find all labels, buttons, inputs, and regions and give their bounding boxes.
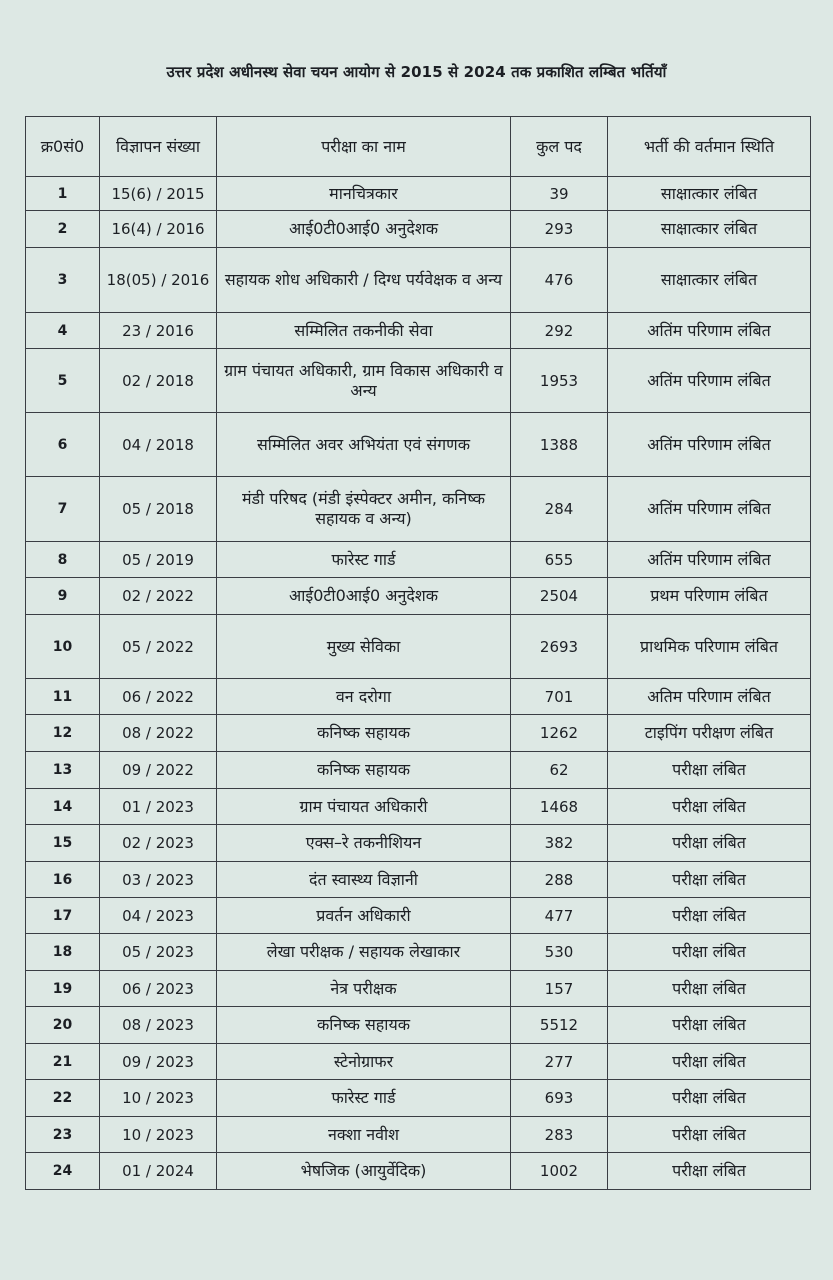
serial-number-cell: 10 xyxy=(26,615,100,679)
table-row xyxy=(26,578,811,615)
exam-name-cell: सम्मिलित अवर अभियंता एवं संगणक xyxy=(217,413,511,477)
advertisement-number-cell: 01 / 2023 xyxy=(100,789,217,825)
exam-name-cell: मानचित्रकार xyxy=(217,177,511,211)
current-status-cell: प्रथम परिणाम लंबित xyxy=(608,578,811,615)
total-posts-cell: 293 xyxy=(511,211,608,248)
current-status-cell: परीक्षा लंबित xyxy=(608,1007,811,1044)
serial-number-cell: 9 xyxy=(26,578,100,615)
table-row xyxy=(26,1080,811,1117)
total-posts-cell: 693 xyxy=(511,1080,608,1117)
exam-name-cell: फारेस्ट गार्ड xyxy=(217,1080,511,1117)
table-row xyxy=(26,177,811,211)
table-row xyxy=(26,825,811,862)
advertisement-number-cell: 09 / 2023 xyxy=(100,1044,217,1080)
header-total-posts: कुल पद xyxy=(511,117,608,177)
advertisement-number-cell: 02 / 2022 xyxy=(100,578,217,615)
current-status-cell: टाइपिंग परीक्षण लंबित xyxy=(608,715,811,752)
advertisement-number-cell: 06 / 2022 xyxy=(100,679,217,715)
total-posts-cell: 1388 xyxy=(511,413,608,477)
total-posts-cell: 284 xyxy=(511,477,608,542)
table-row xyxy=(26,615,811,679)
table-row xyxy=(26,752,811,789)
serial-number-cell: 19 xyxy=(26,971,100,1007)
total-posts-cell: 283 xyxy=(511,1117,608,1153)
advertisement-number-cell: 23 / 2016 xyxy=(100,313,217,349)
current-status-cell: साक्षात्कार लंबित xyxy=(608,248,811,313)
total-posts-cell: 2693 xyxy=(511,615,608,679)
serial-number-cell: 21 xyxy=(26,1044,100,1080)
exam-name-cell: स्टेनोग्राफर xyxy=(217,1044,511,1080)
total-posts-cell: 477 xyxy=(511,898,608,934)
total-posts-cell: 5512 xyxy=(511,1007,608,1044)
total-posts-cell: 39 xyxy=(511,177,608,211)
serial-number-cell: 11 xyxy=(26,679,100,715)
advertisement-number-cell: 16(4) / 2016 xyxy=(100,211,217,248)
exam-name-cell: कनिष्क सहायक xyxy=(217,752,511,789)
total-posts-cell: 655 xyxy=(511,542,608,578)
advertisement-number-cell: 05 / 2022 xyxy=(100,615,217,679)
serial-number-cell: 13 xyxy=(26,752,100,789)
current-status-cell: अतिम परिणाम लंबित xyxy=(608,679,811,715)
current-status-cell: अतिंम परिणाम लंबित xyxy=(608,349,811,413)
table-row xyxy=(26,211,811,248)
advertisement-number-cell: 05 / 2019 xyxy=(100,542,217,578)
current-status-cell: अतिंम परिणाम लंबित xyxy=(608,313,811,349)
table-row xyxy=(26,1007,811,1044)
current-status-cell: परीक्षा लंबित xyxy=(608,898,811,934)
advertisement-number-cell: 08 / 2023 xyxy=(100,1007,217,1044)
header-current-status: भर्ती की वर्तमान स्थिति xyxy=(608,117,811,177)
exam-name-cell: सहायक शोध अधिकारी / दिग्ध पर्यवेक्षक व अन्य xyxy=(217,248,511,313)
total-posts-cell: 1002 xyxy=(511,1153,608,1190)
exam-name-cell: दंत स्वास्थ्य विज्ञानी xyxy=(217,862,511,898)
serial-number-cell: 18 xyxy=(26,934,100,971)
current-status-cell: परीक्षा लंबित xyxy=(608,1117,811,1153)
serial-number-cell: 4 xyxy=(26,313,100,349)
total-posts-cell: 382 xyxy=(511,825,608,862)
exam-name-cell: नक्शा नवीश xyxy=(217,1117,511,1153)
table-row xyxy=(26,934,811,971)
exam-name-cell: लेखा परीक्षक / सहायक लेखाकार xyxy=(217,934,511,971)
exam-name-cell: भेषजिक (आयुर्वेदिक) xyxy=(217,1153,511,1190)
serial-number-cell: 2 xyxy=(26,211,100,248)
current-status-cell: अतिंम परिणाम लंबित xyxy=(608,477,811,542)
exam-name-cell: ग्राम पंचायत अधिकारी, ग्राम विकास अधिकारी व अन्य xyxy=(217,349,511,413)
advertisement-number-cell: 10 / 2023 xyxy=(100,1080,217,1117)
current-status-cell: परीक्षा लंबित xyxy=(608,862,811,898)
advertisement-number-cell: 10 / 2023 xyxy=(100,1117,217,1153)
table-row xyxy=(26,1044,811,1080)
table-row xyxy=(26,1117,811,1153)
exam-name-cell: कनिष्क सहायक xyxy=(217,715,511,752)
exam-name-cell: आई0टी0आई0 अनुदेशक xyxy=(217,578,511,615)
current-status-cell: परीक्षा लंबित xyxy=(608,1044,811,1080)
serial-number-cell: 14 xyxy=(26,789,100,825)
current-status-cell: परीक्षा लंबित xyxy=(608,752,811,789)
exam-name-cell: नेत्र परीक्षक xyxy=(217,971,511,1007)
serial-number-cell: 5 xyxy=(26,349,100,413)
exam-name-cell: वन दरोगा xyxy=(217,679,511,715)
serial-number-cell: 22 xyxy=(26,1080,100,1117)
total-posts-cell: 530 xyxy=(511,934,608,971)
total-posts-cell: 157 xyxy=(511,971,608,1007)
table-row xyxy=(26,349,811,413)
exam-name-cell: प्रवर्तन अधिकारी xyxy=(217,898,511,934)
current-status-cell: परीक्षा लंबित xyxy=(608,971,811,1007)
total-posts-cell: 1468 xyxy=(511,789,608,825)
total-posts-cell: 2504 xyxy=(511,578,608,615)
current-status-cell: अतिंम परिणाम लंबित xyxy=(608,413,811,477)
serial-number-cell: 7 xyxy=(26,477,100,542)
total-posts-cell: 1262 xyxy=(511,715,608,752)
current-status-cell: परीक्षा लंबित xyxy=(608,825,811,862)
current-status-cell: प्राथमिक परिणाम लंबित xyxy=(608,615,811,679)
serial-number-cell: 12 xyxy=(26,715,100,752)
total-posts-cell: 476 xyxy=(511,248,608,313)
table-row xyxy=(26,971,811,1007)
total-posts-cell: 1953 xyxy=(511,349,608,413)
exam-name-cell: ग्राम पंचायत अधिकारी xyxy=(217,789,511,825)
header-advertisement-number: विज्ञापन संख्या xyxy=(100,117,217,177)
current-status-cell: परीक्षा लंबित xyxy=(608,1153,811,1190)
serial-number-cell: 17 xyxy=(26,898,100,934)
current-status-cell: अतिंम परिणाम लंबित xyxy=(608,542,811,578)
table-row xyxy=(26,898,811,934)
table-row xyxy=(26,1153,811,1190)
header-serial-number: क्र0सं0 xyxy=(26,117,100,177)
serial-number-cell: 1 xyxy=(26,177,100,211)
current-status-cell: परीक्षा लंबित xyxy=(608,789,811,825)
serial-number-cell: 15 xyxy=(26,825,100,862)
header-exam-name: परीक्षा का नाम xyxy=(217,117,511,177)
serial-number-cell: 3 xyxy=(26,248,100,313)
total-posts-cell: 62 xyxy=(511,752,608,789)
exam-name-cell: सम्मिलित तकनीकी सेवा xyxy=(217,313,511,349)
table-row xyxy=(26,477,811,542)
advertisement-number-cell: 04 / 2018 xyxy=(100,413,217,477)
document-title: उत्तर प्रदेश अधीनस्थ सेवा चयन आयोग से 2015 से 2024 तक प्रकाशित लम्बित भर्तियाँ xyxy=(166,63,667,81)
exam-name-cell: आई0टी0आई0 अनुदेशक xyxy=(217,211,511,248)
total-posts-cell: 277 xyxy=(511,1044,608,1080)
current-status-cell: परीक्षा लंबित xyxy=(608,934,811,971)
recruitment-table xyxy=(25,116,811,1190)
table-body xyxy=(26,177,811,1190)
serial-number-cell: 8 xyxy=(26,542,100,578)
advertisement-number-cell: 05 / 2018 xyxy=(100,477,217,542)
exam-name-cell: मंडी परिषद (मंडी इंस्पेक्टर अमीन, कनिष्क सहायक व अन्य) xyxy=(217,477,511,542)
advertisement-number-cell: 04 / 2023 xyxy=(100,898,217,934)
serial-number-cell: 16 xyxy=(26,862,100,898)
table-row xyxy=(26,715,811,752)
exam-name-cell: कनिष्क सहायक xyxy=(217,1007,511,1044)
advertisement-number-cell: 08 / 2022 xyxy=(100,715,217,752)
exam-name-cell: एक्स–रे तकनीशियन xyxy=(217,825,511,862)
total-posts-cell: 701 xyxy=(511,679,608,715)
serial-number-cell: 6 xyxy=(26,413,100,477)
table-row xyxy=(26,413,811,477)
advertisement-number-cell: 09 / 2022 xyxy=(100,752,217,789)
advertisement-number-cell: 01 / 2024 xyxy=(100,1153,217,1190)
advertisement-number-cell: 15(6) / 2015 xyxy=(100,177,217,211)
current-status-cell: साक्षात्कार लंबित xyxy=(608,177,811,211)
exam-name-cell: मुख्य सेविका xyxy=(217,615,511,679)
table-row xyxy=(26,789,811,825)
serial-number-cell: 24 xyxy=(26,1153,100,1190)
table-row xyxy=(26,542,811,578)
total-posts-cell: 288 xyxy=(511,862,608,898)
total-posts-cell: 292 xyxy=(511,313,608,349)
advertisement-number-cell: 02 / 2023 xyxy=(100,825,217,862)
table-header-row xyxy=(26,117,811,177)
advertisement-number-cell: 03 / 2023 xyxy=(100,862,217,898)
table-row xyxy=(26,248,811,313)
advertisement-number-cell: 02 / 2018 xyxy=(100,349,217,413)
advertisement-number-cell: 06 / 2023 xyxy=(100,971,217,1007)
serial-number-cell: 20 xyxy=(26,1007,100,1044)
current-status-cell: परीक्षा लंबित xyxy=(608,1080,811,1117)
exam-name-cell: फारेस्ट गार्ड xyxy=(217,542,511,578)
serial-number-cell: 23 xyxy=(26,1117,100,1153)
current-status-cell: साक्षात्कार लंबित xyxy=(608,211,811,248)
table-row xyxy=(26,679,811,715)
table-row xyxy=(26,862,811,898)
advertisement-number-cell: 18(05) / 2016 xyxy=(100,248,217,313)
advertisement-number-cell: 05 / 2023 xyxy=(100,934,217,971)
table-row xyxy=(26,313,811,349)
